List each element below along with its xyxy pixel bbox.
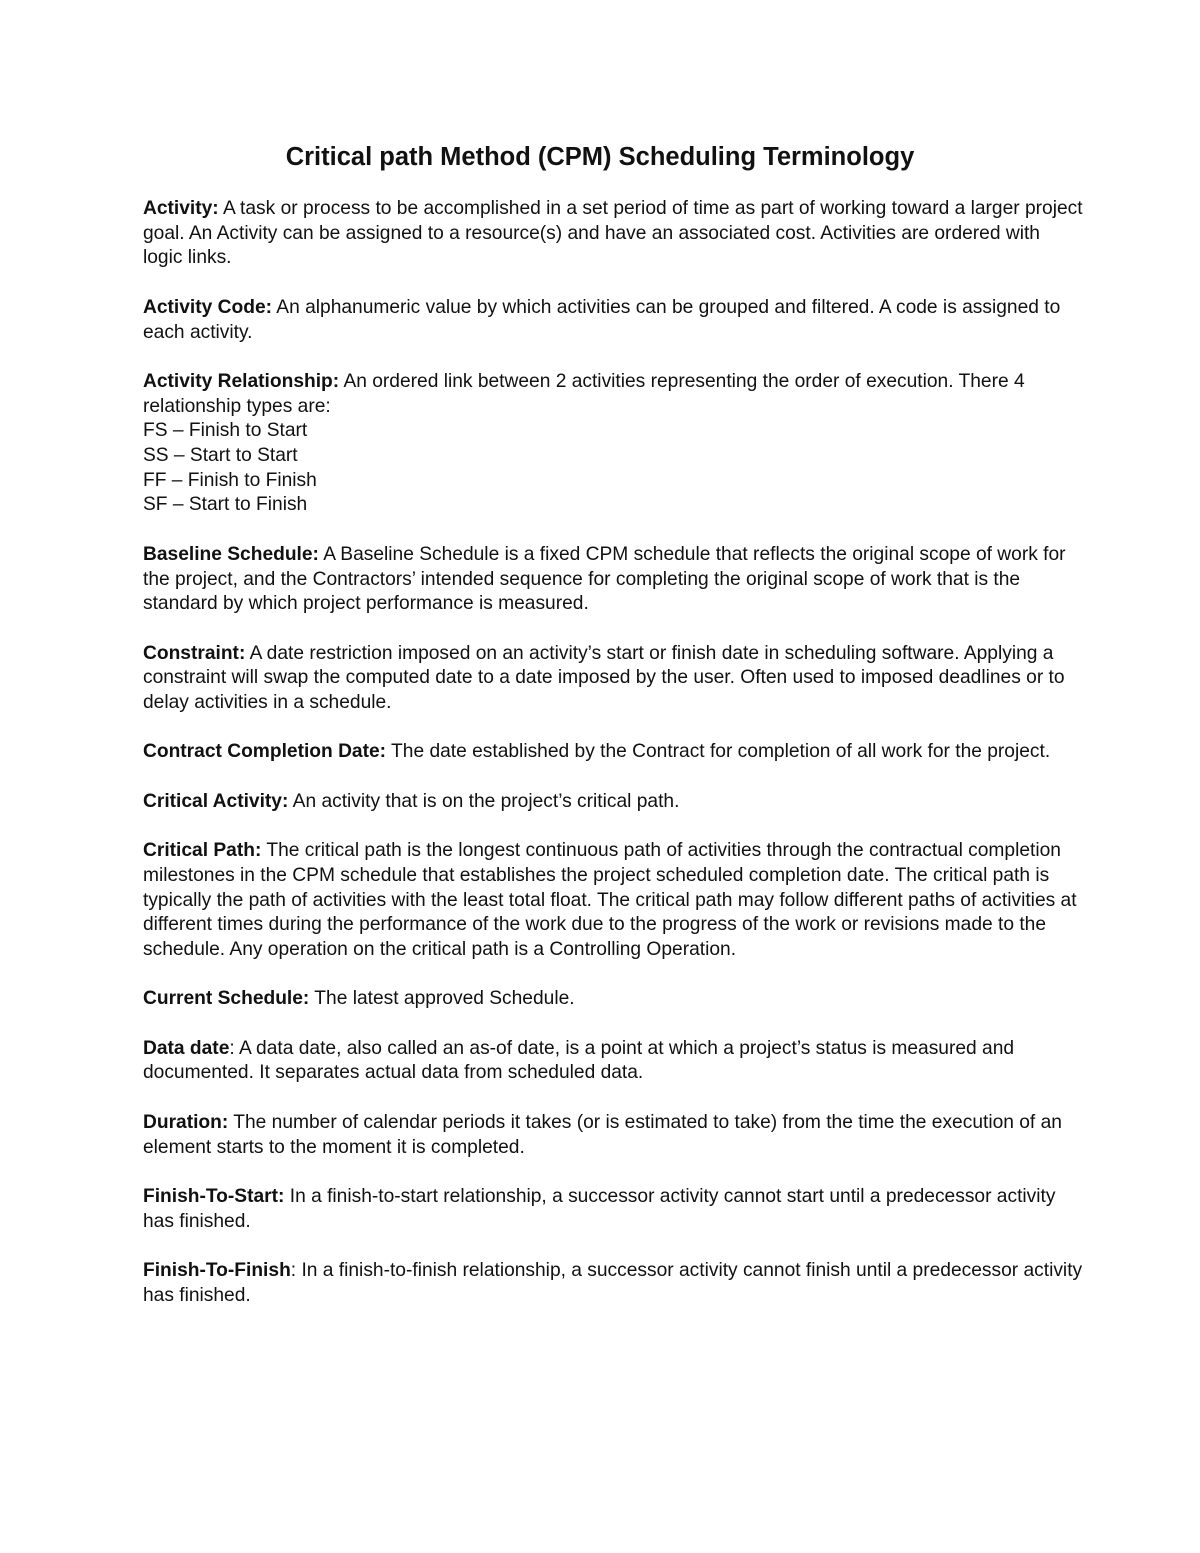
relationship-type-item: SS – Start to Start bbox=[143, 445, 298, 466]
term-finish-to-finish bbox=[143, 1259, 1083, 1308]
document-title: Critical path Method (CPM) Scheduling Terminology bbox=[285, 143, 915, 171]
term-name: Data date bbox=[143, 1037, 230, 1059]
relationship-type-item: SF – Start to Finish bbox=[143, 494, 308, 516]
term-name: Constraint: bbox=[143, 642, 246, 664]
term-name: Critical Activity: bbox=[143, 790, 289, 812]
term-name: Activity Relationship: bbox=[143, 370, 340, 392]
term-definition: The date established by the Contract for completion of all work for the project. bbox=[386, 741, 1051, 763]
relationship-type-item: FS – Finish to Start bbox=[143, 420, 308, 442]
term-definition: An alphanumeric value by which activities can be grouped and filtered. A code is assigned to each activity. bbox=[143, 296, 1061, 343]
term-definition: A Baseline Schedule is a fixed CPM schedule that reflects the original scope of work for the project, and the Contractors’ intended sequence for completing the original scope of work that is the standard by which project performance is measured. bbox=[143, 543, 1066, 615]
term-name: Current Schedule: bbox=[143, 988, 310, 1010]
terminology-list bbox=[143, 197, 1083, 1333]
term-baseline-schedule bbox=[143, 543, 1083, 617]
term-definition: The critical path is the longest continuous path of activities through the contractual completion milestones in the CPM schedule that establishes the project scheduled completion date. The critical path is typically the path of activities with the least total float. The critical path may follow different paths of activities at different times during the performance of the work due to the progress of the work or revisions made to the schedule. Any operation on the critical path is a Controlling Operation. bbox=[143, 840, 1077, 960]
term-name: Duration: bbox=[143, 1111, 229, 1133]
term-name: Critical Path: bbox=[143, 840, 262, 862]
term-critical-activity bbox=[143, 790, 1083, 815]
term-name: Activity: bbox=[143, 198, 219, 219]
relationship-type-list bbox=[143, 419, 1083, 518]
term-activity bbox=[143, 197, 1083, 271]
term-name: Contract Completion Date: bbox=[143, 741, 387, 763]
term-definition: An activity that is on the project’s critical path. bbox=[288, 790, 680, 812]
term-name: Finish-To-Finish bbox=[143, 1260, 291, 1282]
term-current-schedule bbox=[143, 987, 1083, 1012]
term-critical-path bbox=[143, 839, 1083, 963]
term-duration bbox=[143, 1111, 1083, 1160]
term-name: Finish-To-Start: bbox=[143, 1185, 285, 1207]
term-definition: An ordered link between 2 activities representing the order of execution. There 4 relationship types are: bbox=[143, 370, 1025, 417]
term-definition: A date restriction imposed on an activity’s start or finish date in scheduling software. Applying a constraint will swap the computed date to a date imposed by the user. Often used to imposed deadlines or to delay activities in a schedule. bbox=[143, 642, 1065, 713]
term-name: Activity Code: bbox=[143, 296, 273, 318]
term-definition: The number of calendar periods it takes (or is estimated to take) from the time the execution of an element starts to the moment it is completed. bbox=[143, 1111, 1062, 1158]
term-finish-to-start bbox=[143, 1185, 1083, 1234]
relationship-type-item: FF – Finish to Finish bbox=[143, 469, 317, 491]
term-constraint bbox=[143, 642, 1083, 716]
term-contract-completion-date bbox=[143, 740, 1083, 765]
term-definition: A task or process to be accomplished in a set period of time as part of working toward a larger project goal. An Activity can be assigned to a resource(s) and have an associated cost. Activities are ordered with logic links. bbox=[143, 198, 1083, 269]
term-definition: : A data date, also called an as-of date, is a point at which a project’s status is measured and documented. It separates actual data from scheduled data. bbox=[143, 1037, 1015, 1084]
term-activity-code bbox=[143, 296, 1083, 345]
term-name: Baseline Schedule: bbox=[143, 543, 319, 565]
term-definition: In a finish-to-start relationship, a successor activity cannot start until a predecessor activity has finished. bbox=[143, 1185, 1056, 1232]
term-definition: : In a finish-to-finish relationship, a successor activity cannot finish until a predecessor activity has finished. bbox=[143, 1260, 1083, 1306]
term-data-date bbox=[143, 1037, 1083, 1086]
term-definition: The latest approved Schedule. bbox=[309, 988, 575, 1010]
term-activity-relationship bbox=[143, 370, 1083, 518]
